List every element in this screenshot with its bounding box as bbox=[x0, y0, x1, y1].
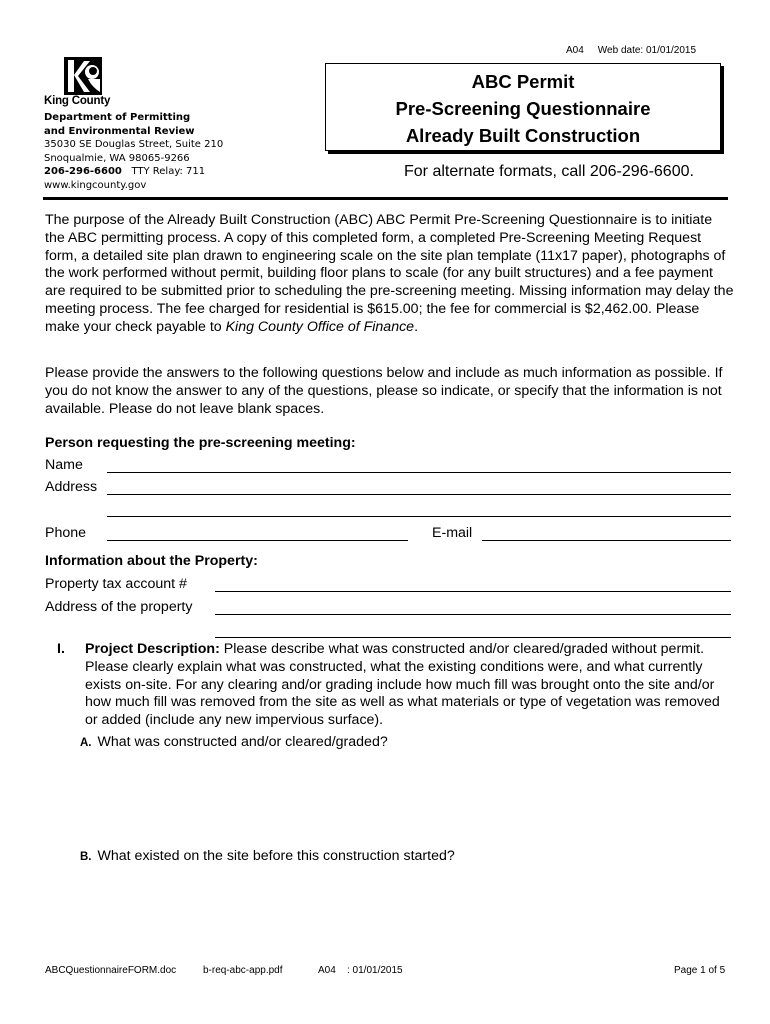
intro-period: . bbox=[414, 318, 419, 335]
footer-doc-name: ABCQuestionnaireFORM.doc bbox=[45, 965, 177, 976]
question-b bbox=[80, 848, 455, 864]
question-b-letter: B. bbox=[80, 851, 92, 863]
dept-phone: 206-296-6600 bbox=[44, 166, 122, 178]
dept-line1: Department of Permitting bbox=[44, 112, 191, 123]
header-meta bbox=[566, 45, 696, 56]
property-address-label: Address of the property bbox=[45, 599, 193, 615]
property-address-field-line1[interactable] bbox=[215, 614, 731, 615]
dept-tty: TTY Relay: 711 bbox=[131, 166, 206, 178]
email-field[interactable] bbox=[482, 540, 731, 541]
form-title-box bbox=[325, 63, 721, 151]
footer-pdf-name: b-req-abc-app.pdf bbox=[203, 965, 283, 976]
header-divider bbox=[43, 197, 728, 200]
dept-website[interactable]: www.kingcounty.gov bbox=[44, 179, 147, 191]
requester-heading: Person requesting the pre-screening meeting: bbox=[45, 435, 356, 451]
footer-form-code: A04 bbox=[318, 965, 336, 976]
dept-line2: and Environmental Review bbox=[44, 125, 195, 137]
project-description bbox=[85, 641, 725, 730]
answer-a-area[interactable] bbox=[80, 755, 730, 845]
form-code: A04 bbox=[566, 45, 584, 56]
intro-text-1: The purpose of the Already Built Construction (ABC) ABC Permit Pre-Screening Questionnaire is to initiate the ABC permitting process. A copy of this completed form, a completed Pre-Screening Meeting Request form, a detailed site plan drawn to engineering scale on the site plan template (11x17 paper), photographs of the work performed without permit, building floor plans to scale (for any built structures) and a fee payment are required to be submitted prior to scheduling the pre-screening meeting. Missing information may delay the meeting process. The fee charged for residential is $615.00; the fee for commercial is $2,462.00. Please make your check payable to bbox=[45, 212, 734, 335]
dept-address1: 35030 SE Douglas Street, Suite 210 bbox=[44, 139, 224, 151]
phone-label: Phone bbox=[45, 525, 87, 541]
agency-name: King County bbox=[44, 95, 111, 107]
property-heading: Information about the Property: bbox=[45, 553, 258, 569]
web-date: Web date: 01/01/2015 bbox=[597, 45, 697, 56]
title-line2: Pre-Screening Questionnaire bbox=[395, 98, 651, 119]
title-line3: Already Built Construction bbox=[405, 125, 641, 146]
address-field-line2[interactable] bbox=[107, 516, 731, 517]
answer-b-area[interactable] bbox=[80, 869, 730, 954]
question-a bbox=[80, 734, 388, 750]
address-label: Address bbox=[45, 479, 98, 495]
name-label: Name bbox=[45, 457, 83, 473]
section-number: I. bbox=[57, 641, 65, 657]
department-block bbox=[44, 111, 223, 193]
question-b-text: What existed on the site before this construction started? bbox=[97, 848, 455, 864]
intro-paragraph-2: Please provide the answers to the following questions below and include as much information as possible. If you do not know the answer to any of the questions, please so indicate, or specify that the information is not available. Please do not leave blank spaces. bbox=[45, 365, 723, 417]
dept-address2: Snoqualmie, WA 98065-9266 bbox=[44, 152, 190, 164]
footer-page: Page 1 of 5 bbox=[674, 965, 726, 976]
alternate-formats-note: For alternate formats, call 206-296-6600. bbox=[404, 163, 694, 180]
title-line1: ABC Permit bbox=[471, 71, 575, 92]
footer-date: : 01/01/2015 bbox=[347, 965, 403, 976]
payee-name: King County Office of Finance bbox=[225, 318, 415, 335]
king-county-logo-icon bbox=[64, 57, 102, 95]
tax-account-label: Property tax account # bbox=[45, 576, 187, 592]
property-address-field-line2[interactable] bbox=[215, 637, 731, 638]
section-text: Please describe what was constructed and/or cleared/graded without permit. Please clearly explain what was constructed, what the existing conditions were, and what currently exists on-site. For any clearing and/or grading include how much fill was brought onto the site and/or how much fill was removed from the site as well as what materials or type of vegetation was removed or added (include any new impervious surface). bbox=[85, 641, 720, 729]
phone-field[interactable] bbox=[107, 540, 408, 541]
intro-paragraph-1 bbox=[45, 212, 735, 337]
question-a-text: What was constructed and/or cleared/graded? bbox=[97, 734, 388, 750]
question-a-letter: A. bbox=[80, 737, 92, 749]
email-label: E-mail bbox=[432, 525, 473, 541]
name-field[interactable] bbox=[107, 472, 731, 473]
section-title: Project Description: bbox=[85, 641, 220, 657]
address-field-line1[interactable] bbox=[107, 494, 731, 495]
tax-account-field[interactable] bbox=[215, 591, 731, 592]
